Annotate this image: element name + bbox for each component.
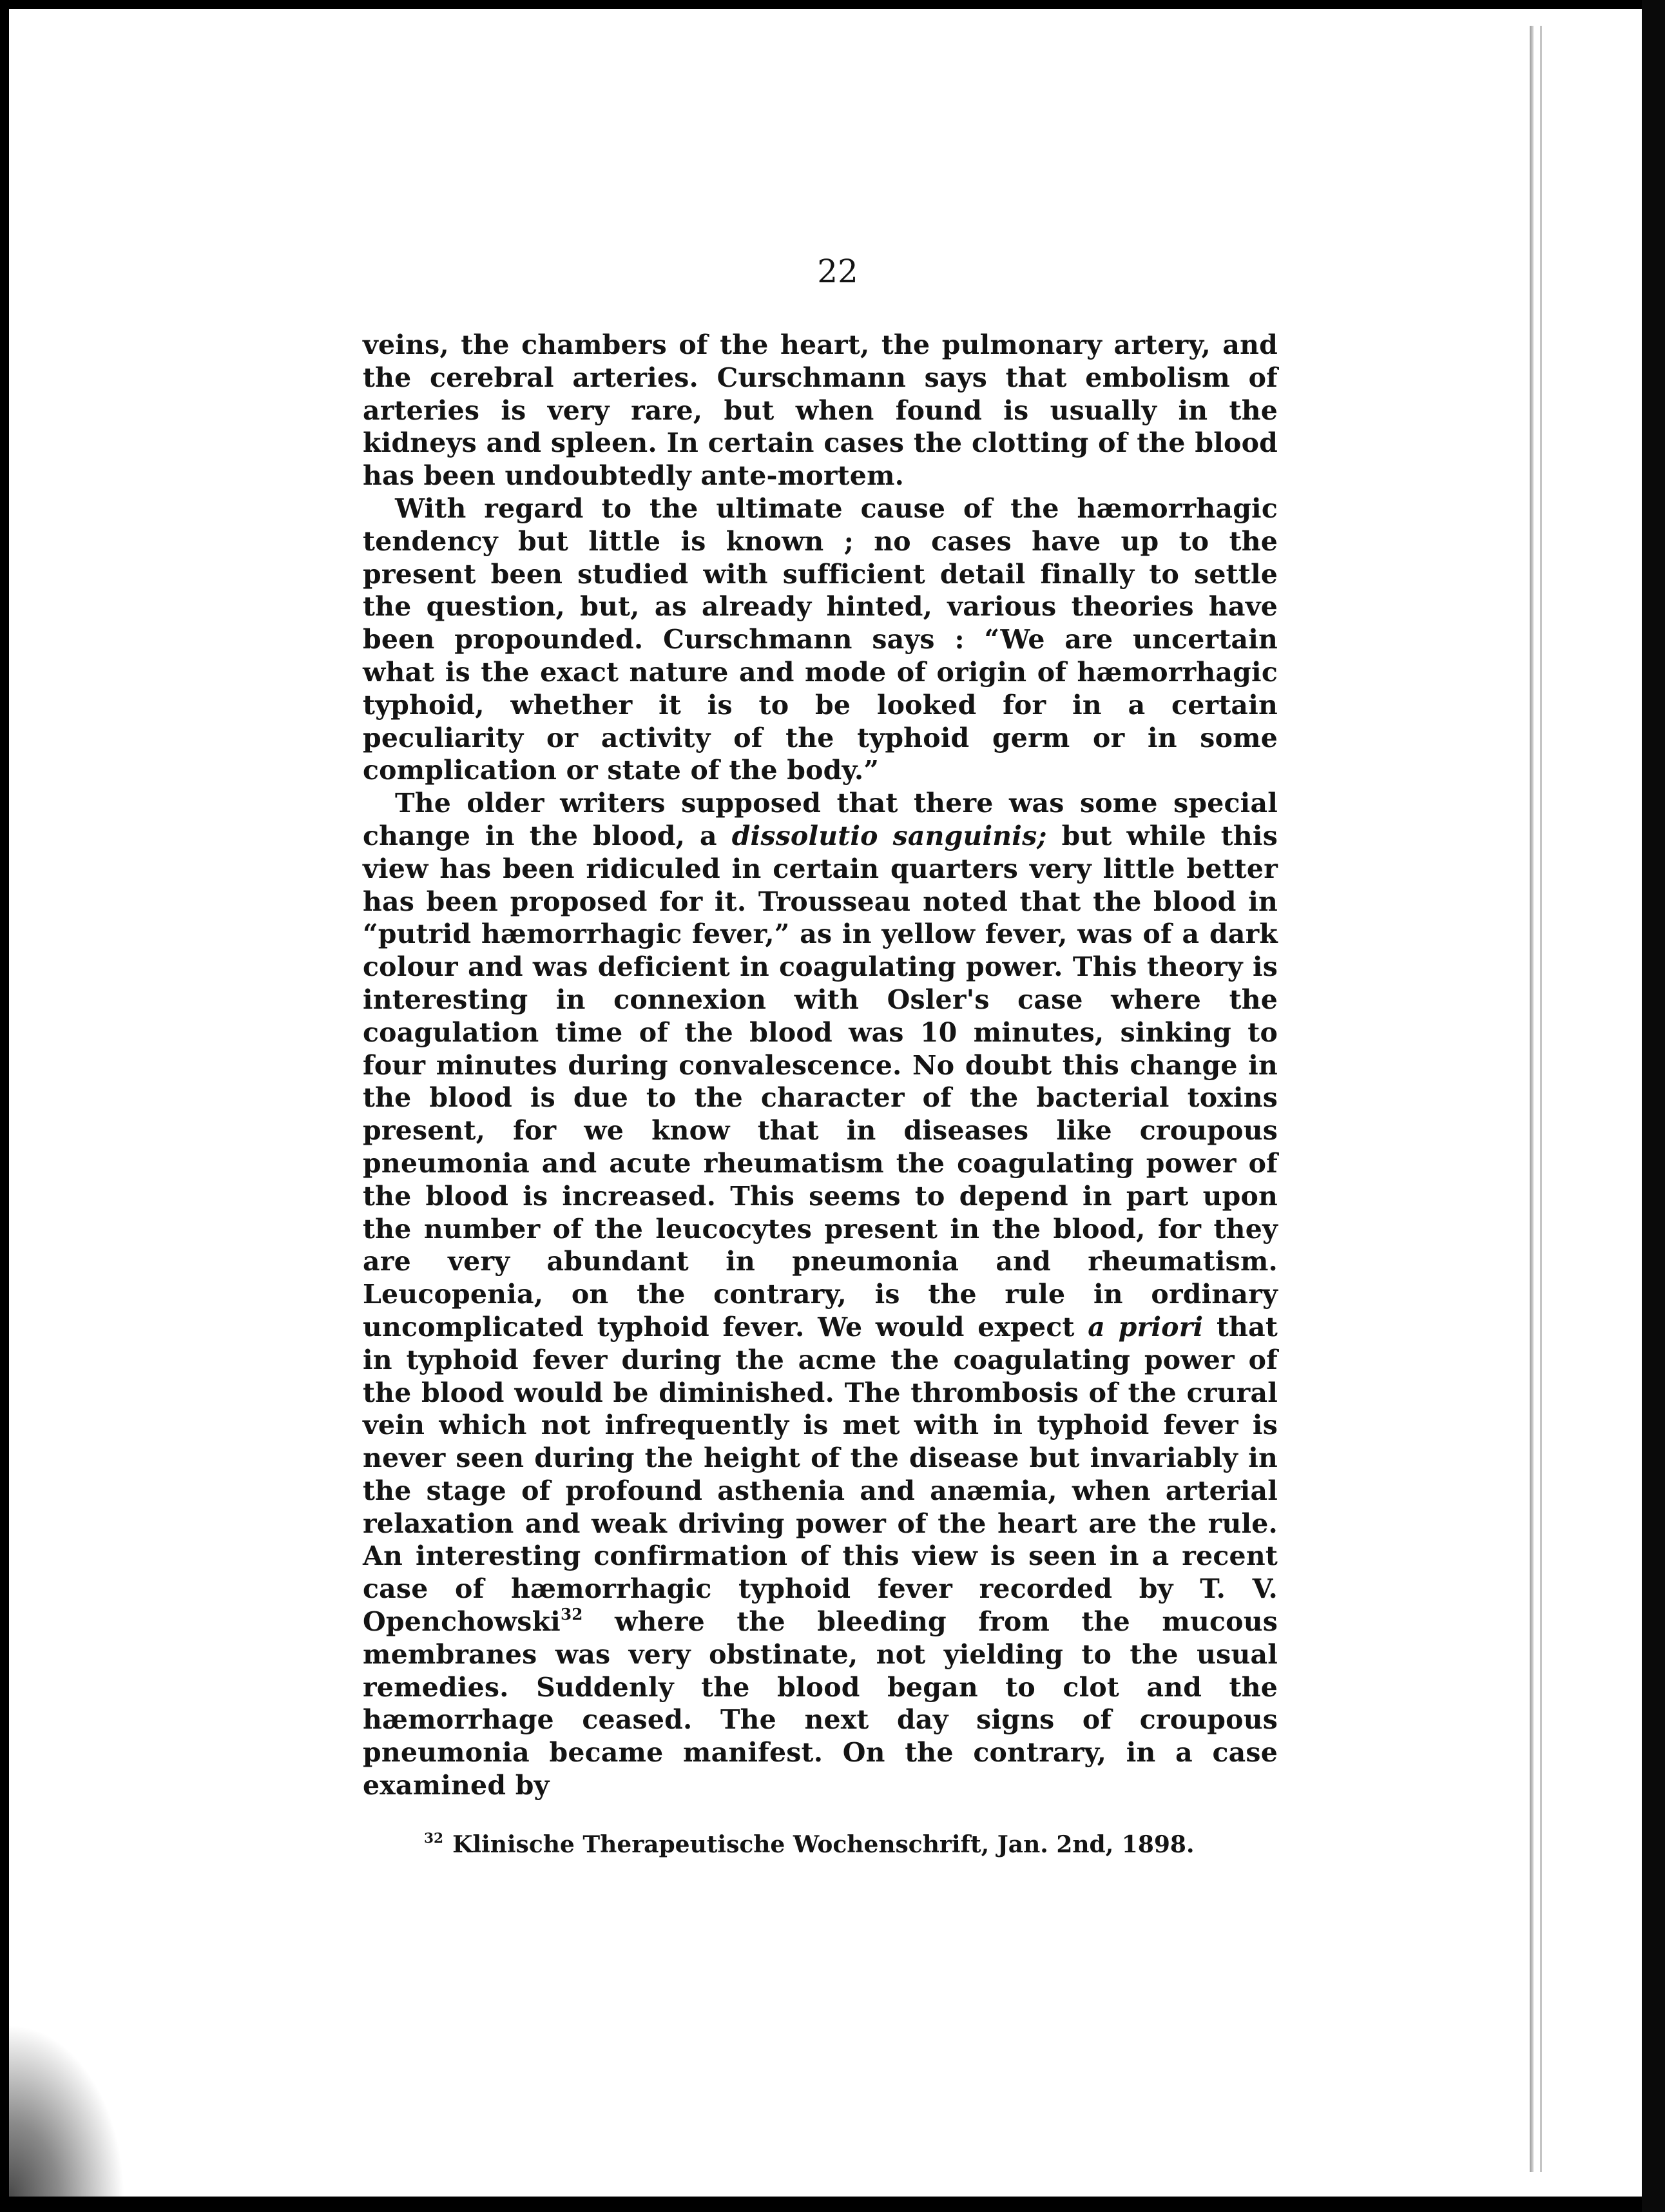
- paragraph-3: [363, 787, 1278, 1802]
- paragraph-3-part-3: that in typhoid fever during the acme the coagulating power of the blood would be diminished. The thrombosis of the crural vein which not infrequently is met with in typhoid fever is never seen during the height of the disease but invariably in the stage of profound asthenia and anæmia, when arterial relaxation and weak driving power of the heart are the rule. An interesting confirmation of this view is seen in a recent case of hæmorrhagic typhoid fever recorded by T. V. Openchowski: [363, 1311, 1278, 1638]
- scan-border-top: [0, 0, 1665, 9]
- footnote: [424, 1830, 1281, 1859]
- footnote-mark: 32: [424, 1830, 444, 1847]
- scan-border-right: [1642, 0, 1665, 2212]
- footnote-reference: 32: [560, 1604, 583, 1624]
- paragraph-1: veins, the chambers of the heart, the pulmonary artery, and the cerebral arteries. Curschmann says that embolism of arteries is very rare, but when found is usually in the kidneys and spleen. In certain cases the clotting of the blood has been undoubtedly ante-mortem.: [363, 329, 1278, 492]
- body-text: [363, 329, 1278, 1802]
- page-number: 22: [817, 253, 858, 290]
- page-edge-inner: [1540, 26, 1542, 2172]
- paragraph-3-part-4: where the bleeding from the mucous membranes was very obstinate, not yielding to the usual remedies. Suddenly the blood began to clot and the hæmorrhage ceased. The next day signs of croupous pneumonia became manifest. On the contrary, in a case examined by: [363, 1606, 1278, 1801]
- paragraph-3-part-2: but while this view has been ridiculed in certain quarters very little better has been proposed for it. Trousseau noted that the blood in “putrid hæmorrhagic fever,” as in yellow fever, was of a dark colour and was deficient in coagulating power. This theory is interesting in connexion with Osler's case where the coagulation time of the blood was 10 minutes, sinking to four minutes during convalescence. No doubt this change in the blood is due to the character of the bacterial toxins present, for we know that in diseases like croupous pneumonia and acute rheumatism the coagulating power of the blood is increased. This seems to depend in part upon the number of the leucocytes present in the blood, for they are very abundant in pneumonia and rheumatism. Leucopenia, on the contrary, is the rule in ordinary uncomplicated typhoid fever. We would expect: [363, 820, 1278, 1343]
- corner-smudge: [9, 2024, 125, 2197]
- scan-border-left: [0, 0, 9, 2212]
- scan-border-bottom: [0, 2197, 1665, 2212]
- paragraph-2: With regard to the ultimate cause of the hæmorrhagic tendency but little is known ; no cases have up to the present been studied with sufficient detail finally to settle the question, but, as already hinted, various theories have been propounded. Curschmann says : “We are uncertain what is the exact nature and mode of origin of hæmorrhagic typhoid, whether it is to be looked for in a certain peculiarity or activity of the typhoid germ or in some complication or state of the body.”: [363, 492, 1278, 786]
- footnote-text: Klinische Therapeutische Wochenschrift, Jan. 2nd, 1898.: [452, 1831, 1195, 1858]
- italic-a-priori: a priori: [1088, 1311, 1204, 1343]
- page-edge: [1530, 26, 1534, 2172]
- italic-dissolutio-sanguinis: dissolutio sanguinis;: [731, 820, 1047, 851]
- paragraph-3-part-1: The older writers supposed that there was some special change in the blood, a: [363, 788, 1278, 851]
